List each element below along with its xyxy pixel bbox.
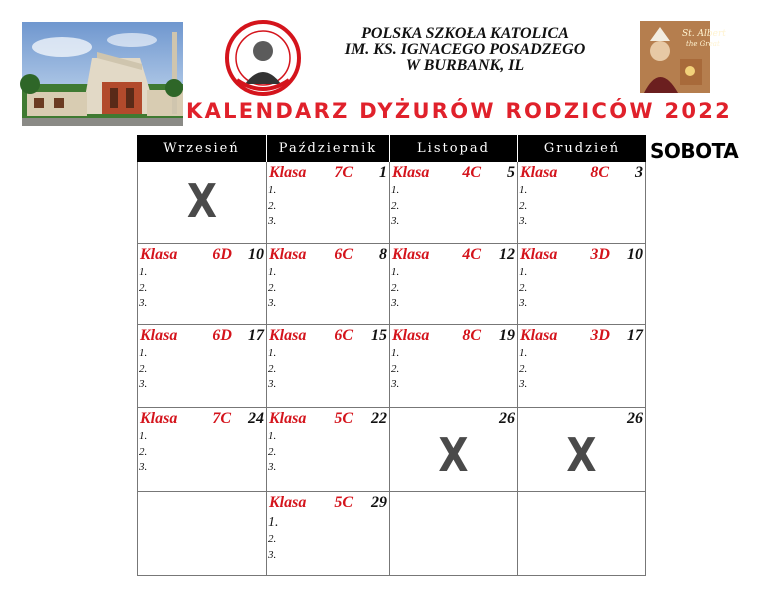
no-duty-x-mark: X [566,428,597,482]
parent-slots [268,346,276,393]
class-code: 4C [462,164,482,181]
parent-slot: 2. [139,281,148,294]
parent-slot: 1. [519,184,528,196]
day-number: 29 [371,494,387,511]
calendar-cell [390,492,518,576]
parent-slot: 3. [391,215,400,227]
class-code: 6D [212,327,232,344]
klasa-word: Klasa [520,164,558,181]
day-number: 26 [499,410,515,427]
calendar-cell [267,408,390,492]
parent-slot: 2. [139,445,148,458]
klasa-word: Klasa [269,410,307,427]
day-number: 17 [627,327,643,344]
day-number: 10 [248,246,264,263]
day-number: 8 [379,246,387,263]
parent-slot: 3. [268,215,277,227]
parent-slots [519,346,527,393]
class-code: 6C [334,327,354,344]
klasa-word: Klasa [392,164,430,181]
class-code: 6C [334,246,354,263]
parent-slots [519,265,527,312]
parent-slot: 2. [139,362,148,375]
klasa-word: Klasa [140,246,178,263]
parent-slot: 2. [519,362,528,375]
parent-slot: 3. [268,378,277,390]
day-number: 15 [371,327,387,344]
parent-slot: 1. [139,266,148,278]
month-header-grudzien: Grudzień [518,135,646,162]
class-label [392,164,481,182]
school-name-line3: W BURBANK, IL [405,57,525,74]
class-label [269,410,353,428]
klasa-word: Klasa [520,327,558,344]
parent-slots [139,346,147,393]
parent-slot: 3. [268,461,277,473]
school-name-line1: POLSKA SZKOŁA KATOLICA [361,25,569,42]
parent-slots [268,513,279,563]
klasa-word: Klasa [269,494,307,511]
parent-slot: 2. [268,533,277,545]
parent-slots [391,183,399,230]
month-header-listopad: Listopad [390,135,517,162]
calendar-cell [390,408,518,492]
calendar-cell [267,244,390,325]
calendar-cell [137,408,267,492]
class-code: 7C [212,410,232,427]
saint-albert-picture [640,21,726,93]
klasa-word: Klasa [140,410,178,427]
day-number: 10 [627,246,643,263]
class-label [269,246,353,264]
parent-slot: 3. [139,378,148,390]
parent-slot: 1. [391,347,400,359]
no-duty-x-mark: X [186,174,218,228]
calendar-cell [518,492,646,576]
no-duty-x-mark: X [438,428,469,482]
klasa-word: Klasa [269,327,307,344]
parent-slots [519,183,527,230]
parent-slot: 3. [139,297,148,309]
day-number: 17 [248,327,264,344]
day-number: 24 [248,410,264,427]
month-header-wrzesien: Wrzesień [137,135,266,162]
calendar-cell [267,162,390,244]
calendar-cell [267,492,390,576]
parent-slot: 2. [519,199,528,212]
class-label [392,327,481,345]
parent-slot: 1. [391,266,400,278]
day-number: 19 [499,327,515,344]
duty-calendar [137,135,646,576]
parent-slot: 1. [268,184,277,196]
parent-slot: 1. [391,184,400,196]
parent-slot: 1. [519,347,528,359]
class-label [269,327,353,345]
class-label [520,164,609,182]
day-number: 22 [371,410,387,427]
parent-slots [268,265,276,312]
school-name-line2: IM. KS. IGNACEGO POSADZEGO [344,41,586,58]
class-label [392,246,481,264]
parent-slot: 1. [268,515,279,530]
parent-slots [139,429,147,476]
class-label [140,327,232,345]
day-number: 5 [507,164,515,181]
parent-slot: 2. [268,362,277,375]
calendar-cell [267,325,390,408]
class-code: 6D [212,246,232,263]
parent-slot: 2. [391,362,400,375]
calendar-cell [390,162,518,244]
church-photo [22,22,183,126]
parent-slot: 1. [139,347,148,359]
parent-slot: 3. [391,297,400,309]
parent-slots [391,346,399,393]
calendar-cell [137,162,267,244]
parent-slot: 3. [268,548,277,561]
parent-slots [391,265,399,312]
klasa-word: Klasa [140,327,178,344]
day-number: 3 [635,164,643,181]
saint-caption-st-albert: St. Albert [682,29,726,39]
day-number: 12 [499,246,515,263]
calendar-cell [137,492,267,576]
day-number: 1 [379,164,387,181]
calendar-cell [390,325,518,408]
parent-slot: 2. [268,199,277,212]
calendar-cell [518,408,646,492]
parent-slot: 2. [391,281,400,294]
class-label [140,410,231,428]
parent-slot: 1. [519,266,528,278]
school-logo [225,20,301,96]
parent-slot: 3. [519,215,528,227]
klasa-word: Klasa [269,246,307,263]
parent-slot: 2. [519,281,528,294]
class-label [269,164,353,182]
class-code: 8C [462,327,482,344]
klasa-word: Klasa [269,164,307,181]
parent-slot: 3. [519,378,528,390]
parent-slot: 2. [268,445,277,458]
parent-slots [268,183,276,230]
class-code: 5C [334,494,354,511]
saint-caption-the-great: the Great [686,40,720,48]
parent-slot: 1. [139,430,148,442]
calendar-cell [137,244,267,325]
klasa-word: Klasa [392,327,430,344]
parent-slots [139,265,147,312]
class-label [520,246,610,264]
page-title: KALENDARZ DYŻURÓW RODZICÓW 2022 [186,99,733,123]
parent-slot: 3. [139,461,148,473]
school-name [315,26,615,74]
parent-slot: 1. [268,266,277,278]
class-label [140,246,232,264]
day-number: 26 [627,410,643,427]
parent-slot: 2. [391,199,400,212]
klasa-word: Klasa [392,246,430,263]
class-code: 4C [462,246,482,263]
month-header-pazdziernik: Październik [267,135,389,162]
class-label [520,327,610,345]
calendar-cell [518,325,646,408]
calendar-cell [390,244,518,325]
class-code: 3D [590,327,610,344]
parent-slot: 3. [268,297,277,309]
parent-slot: 2. [268,281,277,294]
parent-slots [268,429,276,476]
class-code: 5C [334,410,354,427]
parent-slot: 3. [519,297,528,309]
parent-slot: 1. [268,430,277,442]
calendar-cell [137,325,267,408]
class-code: 8C [590,164,610,181]
class-code: 7C [334,164,354,181]
calendar-cell [518,244,646,325]
parent-slot: 3. [391,378,400,390]
day-label: SOBOTA [650,139,739,163]
calendar-cell [518,162,646,244]
class-code: 3D [590,246,610,263]
parent-slot: 1. [268,347,277,359]
class-label [269,494,353,512]
klasa-word: Klasa [520,246,558,263]
